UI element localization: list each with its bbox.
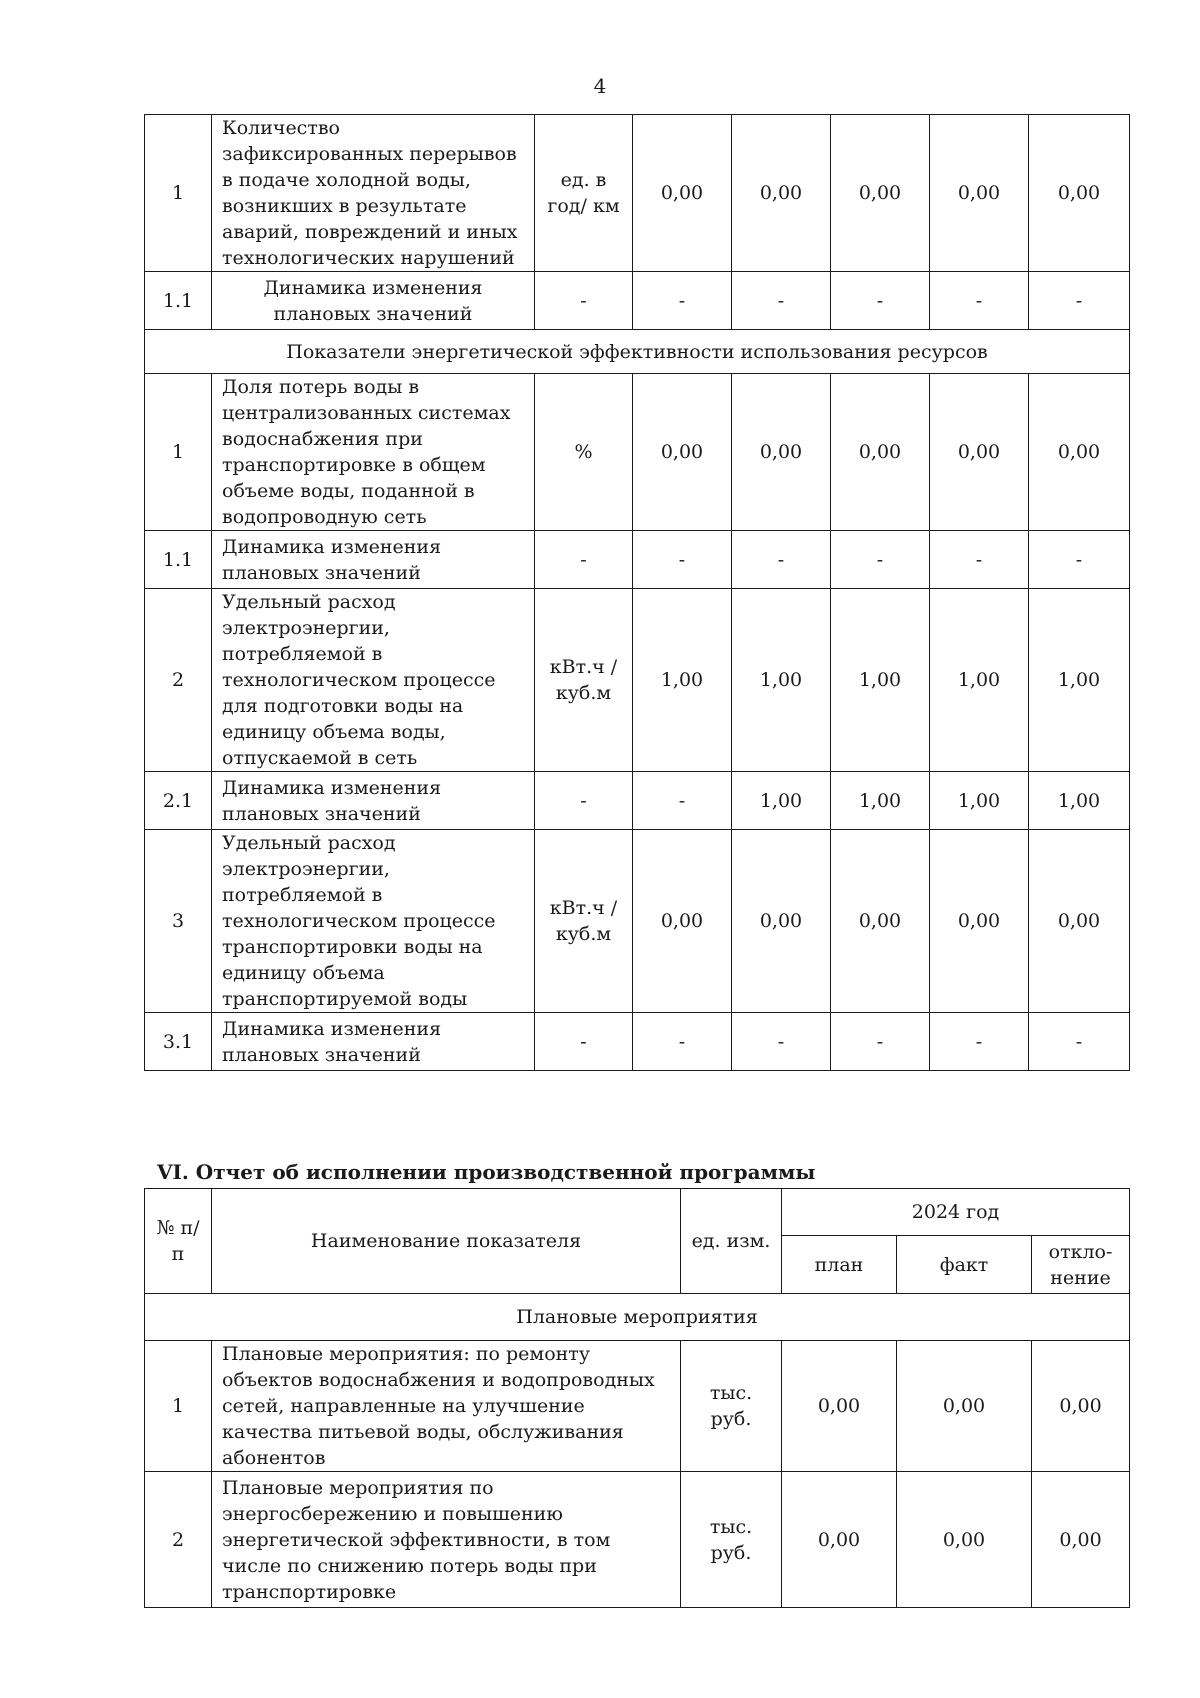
unit-cell: тыс. руб.	[681, 1472, 782, 1608]
unit-cell: -	[535, 772, 633, 830]
value-cell: 0,00	[732, 374, 831, 531]
deviation-value: 0,00	[1032, 1472, 1130, 1608]
fact-value: 0,00	[897, 1341, 1032, 1472]
value-cell: 0,00	[831, 374, 930, 531]
unit-cell: -	[535, 531, 633, 589]
indicator-name: Доля потерь воды в централизованных системах водоснабжения при транспортировке в общем объеме воды, поданной в водопроводную сеть	[212, 374, 535, 531]
value-cell: 1,00	[732, 772, 831, 830]
plan-value: 0,00	[782, 1472, 897, 1608]
header-indicator-name: Наименование показателя	[212, 1189, 681, 1294]
value-cell: 0,00	[930, 115, 1029, 272]
value-cell: -	[633, 272, 732, 330]
header-fact: факт	[897, 1236, 1032, 1294]
header-plan: план	[782, 1236, 897, 1294]
value-cell: 1,00	[1029, 589, 1130, 772]
group-row	[145, 1294, 1130, 1341]
header-year: 2024 год	[782, 1189, 1130, 1236]
value-cell: 0,00	[831, 115, 930, 272]
table-row	[145, 1472, 1130, 1608]
value-cell: -	[732, 531, 831, 589]
table-row	[145, 1341, 1130, 1472]
value-cell: -	[930, 272, 1029, 330]
header-deviation: откло-нение	[1032, 1236, 1130, 1294]
indicator-name: Количество зафиксированных перерывов в подаче холодной воды, возникших в результате аварий, повреждений и иных технологических нарушений	[212, 115, 535, 272]
indicator-name: Плановые мероприятия: по ремонту объектов водоснабжения и водопроводных сетей, направленные на улучшение качества питьевой воды, обслуживания абонентов	[212, 1341, 681, 1472]
row-number: 1	[145, 1341, 212, 1472]
value-cell: -	[633, 772, 732, 830]
row-number: 2.1	[145, 772, 212, 830]
table-row	[145, 374, 1130, 531]
plan-value: 0,00	[782, 1341, 897, 1472]
header-number: № п/п	[145, 1189, 212, 1294]
indicator-name: Удельный расход электроэнергии, потребляемой в технологическом процессе транспортировки воды на единицу объема транспортируемой воды	[212, 830, 535, 1013]
value-cell: 0,00	[930, 374, 1029, 531]
value-cell: -	[633, 1013, 732, 1071]
row-number: 1.1	[145, 272, 212, 330]
row-number: 2	[145, 1472, 212, 1608]
row-number: 3	[145, 830, 212, 1013]
value-cell: 0,00	[633, 830, 732, 1013]
value-cell: 0,00	[732, 830, 831, 1013]
row-number: 3.1	[145, 1013, 212, 1071]
value-cell: 0,00	[1029, 115, 1130, 272]
value-cell: 1,00	[732, 589, 831, 772]
indicator-name: Плановые мероприятия по энергосбережению и повышению энергетической эффективности, в том числе по снижению потерь воды при транспортировке	[212, 1472, 681, 1608]
value-cell: 0,00	[1029, 374, 1130, 531]
table-row	[145, 589, 1130, 772]
value-cell: -	[930, 531, 1029, 589]
unit-cell: -	[535, 1013, 633, 1071]
value-cell: -	[831, 272, 930, 330]
unit-cell: ед. в год/ км	[535, 115, 633, 272]
unit-cell: %	[535, 374, 633, 531]
value-cell: 1,00	[930, 589, 1029, 772]
value-cell: -	[633, 531, 732, 589]
table-row	[145, 830, 1130, 1013]
header-unit: ед. изм.	[681, 1189, 782, 1294]
section-title: Показатели энергетической эффективности использования ресурсов	[145, 330, 1130, 374]
row-number: 1	[145, 115, 212, 272]
value-cell: 0,00	[831, 830, 930, 1013]
indicator-name: Динамика изменения плановых значений	[212, 772, 535, 830]
section-heading: VI. Отчет об исполнении производственной программы	[157, 1160, 816, 1184]
row-number: 2	[145, 589, 212, 772]
value-cell: 0,00	[633, 374, 732, 531]
table-row	[145, 272, 1130, 330]
value-cell: -	[1029, 531, 1130, 589]
value-cell: 1,00	[831, 772, 930, 830]
table-row	[145, 531, 1130, 589]
value-cell: 0,00	[930, 830, 1029, 1013]
unit-cell: -	[535, 272, 633, 330]
table-header-row	[145, 1189, 1130, 1236]
row-number: 1.1	[145, 531, 212, 589]
value-cell: 0,00	[633, 115, 732, 272]
value-cell: 1,00	[1029, 772, 1130, 830]
unit-cell: кВт.ч / куб.м	[535, 589, 633, 772]
value-cell: -	[831, 531, 930, 589]
fact-value: 0,00	[897, 1472, 1032, 1608]
value-cell: -	[930, 1013, 1029, 1071]
value-cell: -	[732, 272, 831, 330]
table-row	[145, 1013, 1130, 1071]
deviation-value: 0,00	[1032, 1341, 1130, 1472]
value-cell: 1,00	[831, 589, 930, 772]
unit-cell: тыс. руб.	[681, 1341, 782, 1472]
value-cell: 0,00	[1029, 830, 1130, 1013]
indicator-name: Динамика изменения плановых значений	[212, 272, 535, 330]
value-cell: -	[1029, 1013, 1130, 1071]
group-title: Плановые мероприятия	[145, 1294, 1130, 1341]
indicator-table	[144, 114, 1130, 1071]
value-cell: 0,00	[732, 115, 831, 272]
production-program-report-table	[144, 1188, 1130, 1608]
table-row	[145, 772, 1130, 830]
value-cell: -	[732, 1013, 831, 1071]
indicator-name: Удельный расход электроэнергии, потребляемой в технологическом процессе для подготовки воды на единицу объема воды, отпускаемой в сеть	[212, 589, 535, 772]
value-cell: -	[831, 1013, 930, 1071]
table-row	[145, 115, 1130, 272]
indicator-name: Динамика изменения плановых значений	[212, 1013, 535, 1071]
row-number: 1	[145, 374, 212, 531]
value-cell: -	[1029, 272, 1130, 330]
value-cell: 1,00	[930, 772, 1029, 830]
page-number: 4	[593, 74, 607, 98]
unit-cell: кВт.ч / куб.м	[535, 830, 633, 1013]
indicator-name: Динамика изменения плановых значений	[212, 531, 535, 589]
value-cell: 1,00	[633, 589, 732, 772]
section-row	[145, 330, 1130, 374]
